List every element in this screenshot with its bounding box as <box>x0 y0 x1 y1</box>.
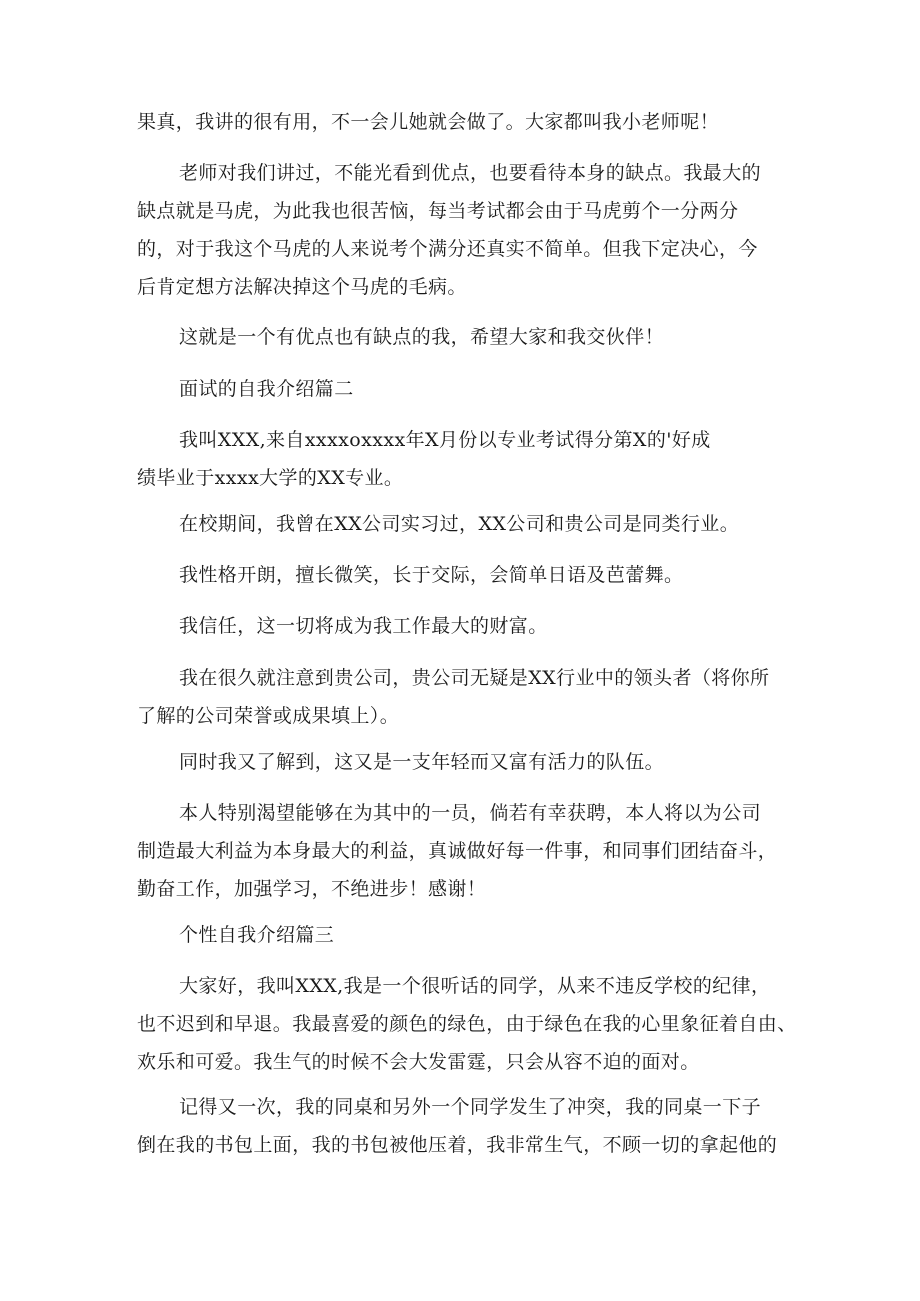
text-line: 绩毕业于xxxx大学的XX专业。 <box>137 467 404 489</box>
text-line: 老师对我们讲过，不能光看到优点，也要看待本身的缺点。我最大的 <box>179 162 762 184</box>
text-line: 制造最大利益为本身最大的利益，真诚做好每一件事，和同事们团结奋斗， <box>137 840 778 862</box>
text-line: 这就是一个有优点也有缺点的我，希望大家和我交伙伴！ <box>179 326 665 348</box>
paragraph-2 <box>137 154 807 306</box>
text-line: 缺点就是马虎，为此我也很苦恼，每当考试都会由于马虎剪个一分两分 <box>137 200 739 222</box>
text-line: 欢乐和可爱。我生气的时候不会大发雷霆，只会从容不迫的面对。 <box>137 1051 700 1073</box>
text-line: 果真，我讲的很有用，不一会儿她就会做了。大家都叫我小老师呢！ <box>137 111 720 133</box>
section-title: 面试的自我介绍篇二 <box>179 378 354 400</box>
text-line: 后肯定想方法解决掉这个马虎的毛病。 <box>137 276 467 298</box>
paragraph-10 <box>137 794 807 908</box>
text-line: 我叫XXX,来自xxxxoxxxx年X月份以专业考试得分第X的'好成 <box>179 429 711 451</box>
text-line: 的，对于我这个马虎的人来说考个满分还真实不简单。但我下定决心，今 <box>137 238 758 260</box>
text-line: 大家好，我叫XXX,我是一个很听话的同学，从来不违反学校的纪律， <box>179 975 771 997</box>
paragraph-12 <box>137 1088 807 1164</box>
paragraph-9 <box>137 743 807 781</box>
paragraph-7 <box>137 607 807 645</box>
text-line: 了解的公司荣誉或成果填上）。 <box>137 705 400 727</box>
text-line: 记得又一次，我的同桌和另外一个同学发生了冲突，我的同桌一下子 <box>179 1096 762 1118</box>
text-line: 在校期间，我曾在XX公司实习过，XX公司和贵公司是同类行业。 <box>179 513 740 535</box>
text-line: 本人特别渴望能够在为其中的一员，倘若有幸获聘，本人将以为公司 <box>179 802 762 824</box>
paragraph-8 <box>137 659 807 735</box>
text-line: 我在很久就注意到贵公司，贵公司无疑是XX行业中的领头者（将你所 <box>179 667 770 689</box>
paragraph-5 <box>137 505 807 543</box>
text-line: 我性格开朗，擅长微笑，长于交际，会简单日语及芭蕾舞。 <box>179 564 684 586</box>
text-line: 倒在我的书包上面，我的书包被他压着，我非常生气，不顾一切的拿起他的 <box>137 1134 778 1156</box>
text-line: 也不迟到和早退。我最喜爱的颜色的绿色，由于绿色在我的心里象征着自由、 <box>137 1013 797 1035</box>
text-line: 勤奋工作，加强学习，不绝进步！感谢！ <box>137 878 487 900</box>
paragraph-1 <box>137 103 807 141</box>
paragraph-4 <box>137 421 807 497</box>
paragraph-3 <box>137 318 807 356</box>
paragraph-6 <box>137 556 807 594</box>
section-title: 个性自我介绍篇三 <box>179 924 335 946</box>
section-heading-3 <box>137 916 807 954</box>
text-line: 同时我又了解到，这又是一支年轻而又富有活力的队伍。 <box>179 751 665 773</box>
text-line: 我信任，这一切将成为我工作最大的财富。 <box>179 615 548 637</box>
paragraph-11 <box>137 967 807 1081</box>
section-heading-2 <box>137 370 807 408</box>
